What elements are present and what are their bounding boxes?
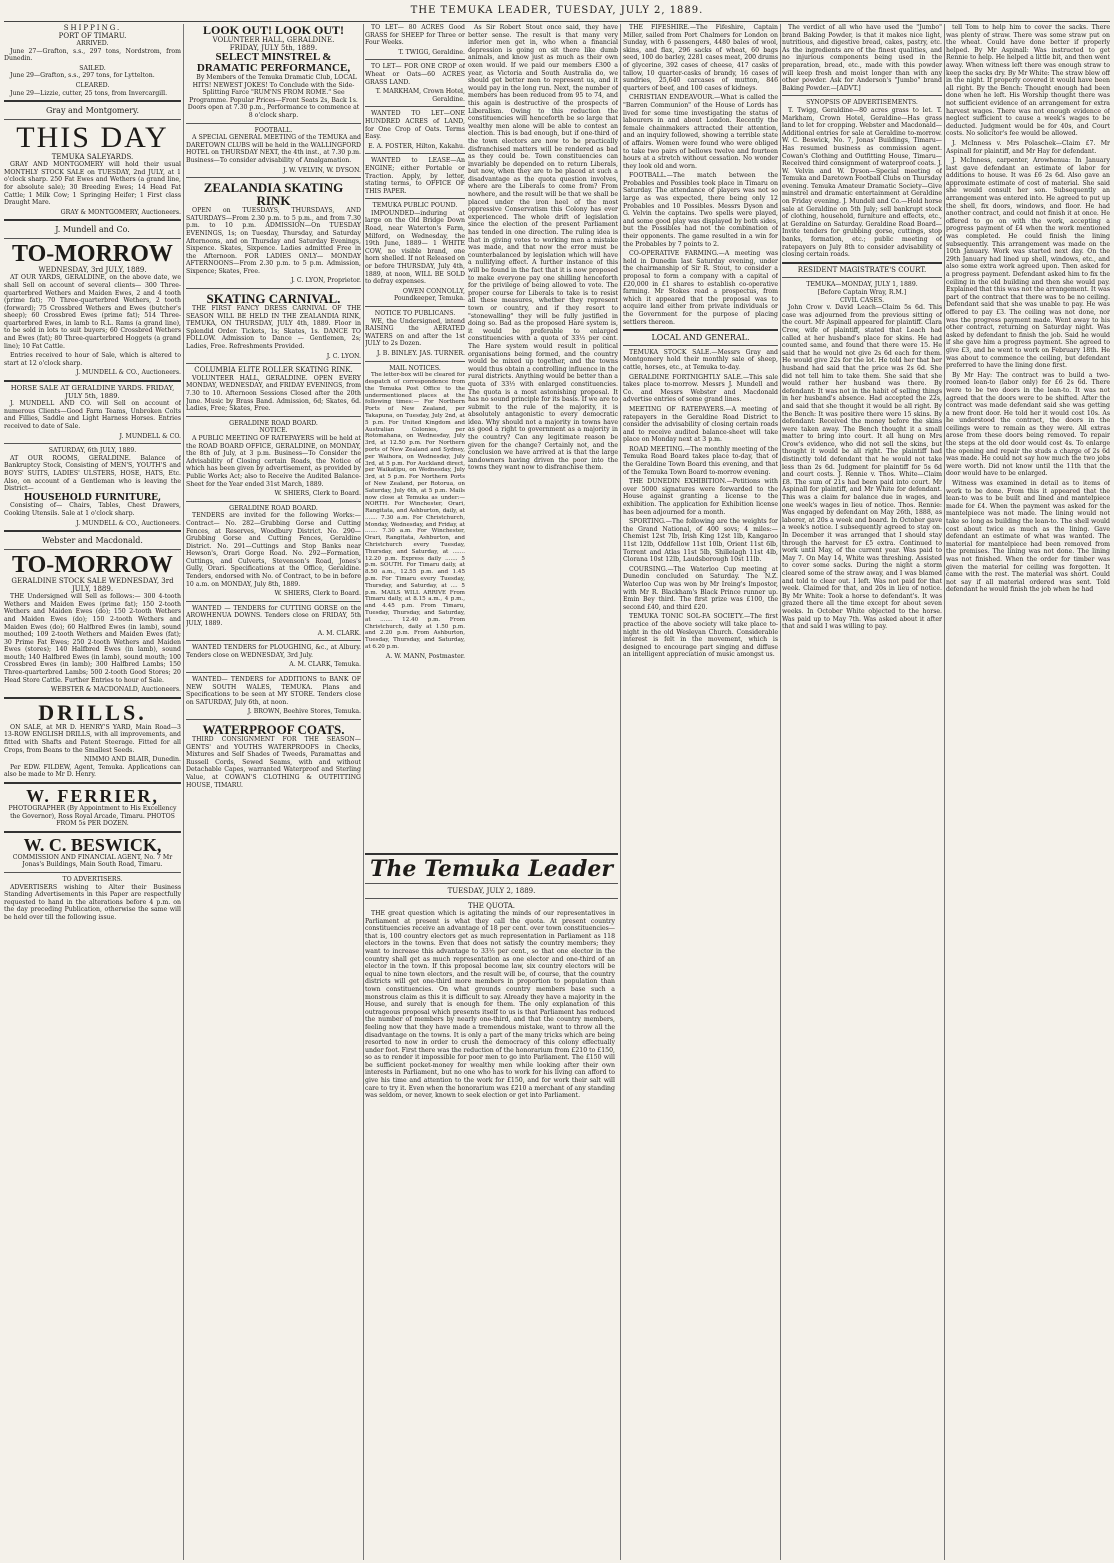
tomorrow-title: TO-MORROW <box>12 552 173 579</box>
divider <box>623 345 778 346</box>
divider <box>4 872 181 873</box>
football-report: FOOTBALL.—The match between the Probables and Possibles took place in Timaru on Saturday. The attendance of players was not so large as was expected, there being only 12 Probables and 10 Possibles. Messrs Dyson and G. Velvin the captains. Two spells were played, and some good play was displayed by both sides, but the Possibles had not the combination of their opponents. The game resulted in a win for the Probables by 7 points to 2. <box>623 172 778 248</box>
jm-signature: J. MUNDELL & CO., Auctioneers. <box>76 369 181 377</box>
wm-signature: WEBSTER & MACDONALD, Auctioneers. <box>50 686 181 694</box>
this-day-title: THIS DAY <box>16 121 169 155</box>
divider <box>186 601 361 602</box>
divider <box>623 329 778 331</box>
column-rule <box>183 24 184 1560</box>
pound-signature: OWEN CONNOLLY, Poundkeeper, Temuka. <box>393 287 465 303</box>
household-heading: HOUSEHOLD FURNITURE, <box>23 492 162 503</box>
notice-heading: NOTICE. <box>259 427 288 435</box>
publicans-signature: J. B. BINLEY. JAS. TURNER. <box>376 349 465 357</box>
columbia-title: COLUMBIA ELITE ROLLER SKATING RINK. <box>194 366 353 375</box>
rink-title: ZEALANDIA SKATING RINK <box>203 180 344 209</box>
horse-sale-signature: J. MUNDELL & CO. <box>119 432 181 440</box>
fifeshire-text: THE FIFESHIRE.—The Fifeshire, Captain Miller, sailed from Port Chalmers for London on Sunday, with 6 passengers, 4480 bales of wool, skins, and flax, 296 sacks of wheat, 60 bags seed, 100 do barley, 2281 cases meat, 200 drums of glycerine, 392 cases of cheese, 417 casks of tallow, 10 quarter-casks of brandy, 16 cases of sundries, 25,640 carcases of mutton, 846 quarters of beef, and 100 cases of kidneys. <box>623 24 778 92</box>
bank-tender-text: WANTED— TENDERS for ADDITIONS to BANK OF NEW SOUTH WALES, TEMUKA. Plans and Specifications to be seen at MY STORE. Tenders close on SATURDAY, July 6th, at noon. <box>186 676 361 706</box>
court-date: TEMUKA—MONDAY, JULY 1, 1889. <box>806 281 918 289</box>
rink-signature: J. C. LYON, Proprietor. <box>290 277 361 285</box>
horse-sale-heading: HORSE SALE AT GERALDINE YARDS. FRIDAY, JULY 5th, 1889. <box>10 384 175 400</box>
divider <box>186 288 361 289</box>
divider <box>186 501 361 502</box>
divider <box>4 119 181 120</box>
arrived-text: June 27—Grafton, s.s., 297 tons, Nordstrom, from Dunedin. <box>4 47 181 63</box>
ad-heading: Webster and Macdonald. <box>42 536 143 546</box>
divider <box>186 672 361 673</box>
top-rule <box>4 21 1110 22</box>
divider <box>186 719 361 720</box>
divider <box>365 198 465 199</box>
gorse-tender-text: WANTED — TENDERS for CUTTING GORSE on the AROWHENUA DOWNS. Tenders close on FRIDAY, 5th JULY, 1889. <box>186 604 361 628</box>
plough-tender-text: WANTED TENDERS for PLOUGHING, &c., at Albury. Tenders close on WEDNESDAY, 3rd July. <box>186 644 361 659</box>
hall-name: VOLUNTEER HALL, GERALDINE. <box>212 36 335 44</box>
divider <box>186 177 361 178</box>
drills-agent: Per EDW. FILDEW, Agent, Temuka. Applications can also be made to Mr D. Henry. <box>4 763 181 779</box>
gorse-signature: A. M. CLARK. <box>317 629 361 637</box>
carnival-text: THE FIRST FANCY DRESS CARNIVAL OF THE SEASON WILL BE HELD IN THE ZEALANDIA RINK, TEMUKA, ON THURSDAY, JULY 4th, 1889. Floor in Splendid Order. Tickets, 1s; Skates, 1s. DANCE TO FOLLOW. Admission to Dance — Gentlemen, 2s; Ladies, Free. Refreshments Provided. <box>186 305 361 351</box>
divider <box>4 549 181 550</box>
drills-signature: NIMMO AND BLAIR, Dunedin. <box>83 756 181 764</box>
court-continued: tell Tom to help him to cover the sacks. There was plenty of straw. There was some straw put on the wheat. Could have done better if properly helped. By Mr Aspinall: Was instructed to get Rennie to help. He helped a little bit, and then went away. When witness left there was enough straw to keep the sacks dry. By Mr White: The straw blew off in the night. If properly covered it would have been all right. By the Bench: Thought enough had been done when he left. His Worship thought there was not sufficient evidence of an arrangement for extra harvest wages. There was not enough evidence of neglect sufficient to cause a week's wages to be deducted. Judgment would be for 40s, and Court costs. No solicitor's fee would be allowed. <box>946 24 1110 138</box>
local-item: ROAD MEETING.—The monthly meeting of the Temuka Road Board takes place to-day, that of the Geraldine Town Board this evening, and that of the Temuka Town Board to-morrow evening. <box>623 445 778 476</box>
divider <box>782 262 942 264</box>
carnival-signature: J. C. LYON. <box>326 352 361 360</box>
divider <box>186 363 361 364</box>
divider <box>365 306 465 307</box>
local-general-heading: LOCAL AND GENERAL. <box>651 333 750 343</box>
saturday-signature: J. MUNDELL & CO., Auctioneers. <box>76 519 181 527</box>
divider <box>4 380 181 382</box>
divider <box>4 219 181 221</box>
local-item: THE DUNEDIN EXHIBITION.—Petitions with over 5000 signatures were forwarded to the House against granting a license to the exhibition. The application for Exhibition license has been adjourned for a month. <box>623 478 778 516</box>
to-let-text: TO LET— FOR ONE CROP of Wheat or Oats—60 ACRES GRASS LAND. <box>365 63 465 86</box>
local-item: GERALDINE FORTNIGHTLY SALE.—This sale takes place to-morrow. Messrs J. Mundell and Co. and Messrs Webster and Macdonald advertise entries of some grand lines. <box>623 373 778 404</box>
divider <box>365 106 465 107</box>
tomorrow-title: TO-MORROW <box>12 241 173 268</box>
engine-text: WANTED to LEASE—An ENGINE; either Portable or Traction. Apply, by letter, stating terms, to OFFICE OF THIS PAPER. <box>365 157 465 195</box>
quota-continued: As Sir Robert Stout once said, they have better sense. The result is that many very inferior men get in, who when a financial depression is going on sit there like dumb animals, and know just as much as their own oxen would. If we paid our members £300 a year, as Victoria and South Australia do, we should get better men to represent us, and it would pay in the long run. Next, the number of members has been reduced from 95 to 74, and this again is destructive of the prospects of Liberalism. Owing to this reduction the constituencies will henceforth be so large that wealthy men alone will be able to contest an election. This is bad enough, but if one-third of the town electors are now to be practically disfranchised matters will be rendered as bad as they could be. Town constituencies can invariably be depended on to return Liberals, but now, when they are to be placed at such a disadvantage as the quota question involves, where are the Liberals to come from? From nowhere, and the result will be that we shall be placed under the iron heel of the most oppressive Conservatism this Colony has ever experienced. The whole drift of legislation since the election of the present Parliament has tended in one direction. The ruling idea is that in giving votes to working men a mistake was made, and that now the error must be counterbalanced by legislation which will have a nullifying effect. A further instance of this will be found in the fact that it is now proposed to make everyone pay one shilling henceforth for the privilege of being allowed to vote. The proper course for Liberals to take is to resist all these measures, whether they represent town or country, and if they resort to "stonewalling" they will be fully justified in doing so. Bad as the proposed Hare system is, it would be preferable to enlarged constituencies with a quota of 33⅓ per cent. The Hare system would result in political organisations being formed, and the country would be mixed up together, and the towns would thus obtain a controlling influence in the rural districts. Anything would be better than a quota of 33⅓ with enlarged constituencies. The quota is a most astonishing proposal. It has no sound principle for its basis. If we are to submit to the rule of the majority, it is absolutely antagonistic to every democratic idea. Why should not a majority in towns have as good a right to government as a majority in the country? Can any legitimate reason be given for the change? Certainly not, and the conclusion we have arrived at is that the large landowners having driven the poor into the towns they want now to disfranchise them. <box>468 24 618 472</box>
saturday-heading: SATURDAY, 6th JULY, 1889. <box>48 447 137 455</box>
jumbo-advert: The verdict of all who have used the "Jumbo" brand Baking Powder, is that it makes nice light, nutritious, and digestive bread, cakes, pastry, etc. As the ingredients are of the finest qualities, and no injurious components being used in the preparation, bread, etc., made with this powder will keep fresh and moist longer than with any other powder. Ask for Anderson's "Jumbo" brand Baking Powder.—[ADVT.] <box>782 24 942 92</box>
wm-ad-text: THE Undersigned will Sell as follows:— 300 4-tooth Wethers and Maiden Ewes (prime fat); 150 2-tooth Wethers and Maiden Ewes (do); 150 2-tooth Wethers and Maiden Ewes (do); 150 2-tooth Wethers and Maiden Ewes (do); 60 Halfbred Ewes (in lamb), sound mouthed; 109 2-tooth Wethers and Maiden Ewes (fat); 30 Prime Fat Ewes; 250 2-tooth Wethers and Maiden Ewes (stores); 140 Halfbred Ewes (in lamb), sound mouth; 140 Halfbred Ewes (in lamb), sound mouth; 100 Crossbred Ewes (in lamb); 300 Halfbred Lambs; 150 Three-quarterbred Lambs; 500 2-tooth Good Stores; 20 Head Store Cattle. Further Entries to hour of Sale. <box>4 593 181 684</box>
court-continued: Witness was examined in detail as to items of work to be done. From this it appeared that the lean-to was to be built and lined and mantelpiece made for £4. When the payment was asked for the mantelpiece was not made. The lining would not take so long as building the lean-to. The shell would cost about twice as much as the lining. Gave defendant an estimate of what was wanted. The material for mantelpiece had been removed from the premises. The lining was not done. The lining was not finished. When the order for timber was given the material for ceiling was forgotten. It came with the rest. The material was short. Could not say if all material ordered was sent. Told defendant he would finish the job when he had <box>946 480 1110 594</box>
divider <box>4 100 181 102</box>
column-rule <box>620 24 621 1560</box>
local-item: COURSING.—The Waterloo Cup meeting at Dunedin concluded on Saturday. The N.Z. Waterloo Cup was won by Mr Ireing's Impostor, with Mr R. Blackham's Black Prince runner up. Emin Bey third. The first prize was £100, the second £40, and third £20. <box>623 565 778 611</box>
local-item: SPORTING.—The following are the weights for the Grand National, of 400 sovs; 4 miles:—Chemist 12st 7lb, Irish King 12st 1lb, Kangaroo 11st 12lb, Oddfellow 11st 10lb, Orient 11st 6lb, Torrent and Atlas 11st 5lb, Shillelagh 11st 4lb, Clorana 10st 12lb, Laudsborough 10st 11lb. <box>623 518 778 564</box>
column-5 <box>782 24 942 1560</box>
to-let-signature: T. MARKHAM, Crown Hotel, Geraldine. <box>375 88 465 103</box>
editorial-block <box>365 850 618 1552</box>
minstrel-title: SELECT MINSTREL & DRAMATIC PERFORMANCE, <box>196 51 351 74</box>
divider <box>4 782 181 784</box>
ferrier-text: PHOTOGRAPHER (By Appointment to His Excellency the Governor), Ross Royal Arcade, Timaru. PHOTOS FROM 5s PER DOZEN. <box>8 805 177 828</box>
column-rule <box>363 24 364 1560</box>
synopsis-heading: SYNOPSIS OF ADVERTISEMENTS. <box>806 99 918 107</box>
sailed-heading: SAILED. <box>79 64 106 72</box>
divider <box>365 883 618 884</box>
gm-signature: GRAY & MONTGOMERY, Auctioneers. <box>60 208 181 216</box>
paper-date: TUESDAY, JULY 2, 1889. <box>447 887 536 895</box>
drills-text: ON SALE, at MR D. HENRY'S YARD, Main Road—3 13-ROW ENGLISH DRILLS, with all improvements, and fitted with Shafts and Patent Steerage. Fitted for all Crops, from Beans to the Smallest Seeds. <box>4 723 181 754</box>
sailed-text: June 29—Grafton, s.s., 297 tons, for Lyttelton. <box>10 72 155 80</box>
column-rule <box>944 24 945 1560</box>
to-let-signature: T. TWIGG, Geraldine. <box>398 48 465 56</box>
shipping-port: PORT OF TIMARU. <box>58 32 127 40</box>
road-board-text: A PUBLIC MEETING OF RATEPAYERS will be held at the ROAD BOARD OFFICE, GERALDINE, on MONDAY, the 8th of July, at 3 p.m. Business—To Consider the Advisability of Closing certain Roads, the Notice of which has been given by advertisement, as provided by Public Works Act; also to Receive the Audited Balance-Sheet for the Year ended 31st March, 1889. <box>186 434 361 488</box>
wanted-let-signature: E. A. FOSTER, Hilton, Kakahu. <box>368 142 465 150</box>
shipping-heading: SHIPPING. <box>63 24 122 32</box>
divider <box>365 59 465 60</box>
column-rule <box>780 24 781 1560</box>
divider <box>4 530 181 532</box>
saturday-text: AT OUR ROOMS, GERALDINE. Balance of Bankruptcy Stock, Consisting of MEN'S, YOUTH'S and BOYS' SUITS, LADIES' ULSTERS, HOSE, HATS, Etc. Also, on account of a Gentleman who is leaving the District— <box>4 454 181 493</box>
publicans-text: WE, the Undersigned, intend RAISING the AERATED WATERS on and after the 1st JULY to 2s Dozen. <box>365 317 465 348</box>
arrived-heading: ARRIVED. <box>76 40 109 47</box>
local-item: MEETING OF RATEPAYERS.—A meeting of ratepayers in the Geraldine Road District to consider the advisability of closing certain roads and to receive audited balance-sheet will take place on Monday next at 3 p.m. <box>623 405 778 444</box>
bank-signature: J. BROWN, Beehive Stores, Temuka. <box>247 708 361 716</box>
pound-text: IMPOUNDED—induring at large on the Old Bridge Down Road, near Waterton's Farm, Milford, on Wednesday, the 19th June, 1889— 1 WHITE COW, no visible brand, one horn shelled. If not Released on or before THURSDAY, July 4th, 1889, at noon, WILL BE SOLD to defray expenses. <box>365 209 465 286</box>
running-head: THE TEMUKA LEADER, TUESDAY, JULY 2, 1889. <box>410 5 704 16</box>
divider <box>186 416 361 417</box>
saturday-text-2: Consisting of— Chairs, Tables, Chest Drawers, Cooking Utensils. Sale at 1 o'clock sharp. <box>4 502 181 517</box>
minstrel-text: By Members of the Temuka Dramatic Club, LOCAL HITS! NEWEST JOKES! To Conclude with the Side-Splitting Farce "RUM'NS FROM ROME." See Programme. Popular Prices—Front Seats 2s, Back 1s. Doors open at 7.30 p.m., Performance to commence at 8 o'clock sharp. <box>187 74 360 119</box>
road-board-heading: GERALDINE ROAD BOARD. <box>229 504 318 512</box>
carnival-title: SKATING CARNIVAL. <box>206 291 341 307</box>
wanted-let-text: WANTED TO LET—ONE HUNDRED ACRES of LAND, for One Crop of Oats. Terms Easy. <box>365 110 465 141</box>
quota-heading: THE QUOTA. <box>467 902 516 910</box>
local-item: TEMUKA STOCK SALE.—Messrs Gray and Montgomery hold their monthly sale of sheep, cattle, horses, etc., at Temuka to-day. <box>623 348 778 371</box>
column-6 <box>946 24 1110 1560</box>
football-text: A SPECIAL GENERAL MEETING of the TEMUKA and DARETOWN CLUBS will be held in the WALLINGFORD HOTEL on THURSDAY NEXT, the 4th inst., at 7.30 p.m. Business—To consider advisability of Amalgamation. <box>186 134 361 164</box>
divider <box>782 95 942 96</box>
to-let-text: TO LET— 80 ACRES Good GRASS for SHEEP for Three or Four Weeks. <box>365 24 465 47</box>
court-continued: J. McInness, carpenter, Arowhenua: In January last gave defendant an estimate of labor for additions to house. It was £6 2s 6d. Also gave an approximate estimate of cost of material. She said she would consult her son. Subsequently an arrangement was entered into. He agreed to put up the shell, fix doors, windows, and floor. He had another contract, and could not finish it at once. He offered to go on with the work, accepting a progress payment of £4 when the work mentioned was completed. He could finish the lining subsequently. This arrangement was made on the 10th January. Work was started next day. On the 29th January had lined up shell, windows, etc., and also some extra work agreed upon. Then asked for a progress payment. Defendant asked him to fix the ceiling in the old building and then she would pay. Explained that this was not the arrangement. It was part of the contract that there was to be no ceiling. Defendant said that she was unable to pay. He was offered to pay £3. The ceiling was not done, nor was the progress payment made. Went away to his other contract, returning on Saturday night. Was asked by defendant to finish the job. Said he would if she gave him a progress payment. She agreed to give £3, and he went to work on February 18th. He was about to commence the ceiling, but defendant preferred to have the lining done first. <box>946 157 1110 370</box>
court-text: John Crow v. David Leach—Claim 5s 6d. This case was adjourned from the previous sitting of the court. Mr Aspinall appeared for plaintiff. Clara Crow, wife of plaintiff, stated that Leach had called at her husband's place for skins. He had counted same, and found that there were 15. He said that he would not give 2s 6d each for them. He would give 22s for the lot. He told her that her husband had said that the price was 2s 6d. She did not tell him to take them. She said that she would rather her husband was there. By defendant: It was not in the habit of selling things in her husband's absence. Had accepted the 22s, and said that she thought it would be all right. By the Bench: It was positive there were 15 skins. By defendant: Received the money before the skins were taken away. The Bench thought it a small matter to bring into court. It all hung on Mrs Crow's evidence, who did not sell the skins, but thought it would be all right. The plaintiff had distinctly told defendant that he would not take less than 2s 6d. Judgment for plaintiff for 5s 6d and court costs. J. Rennie v. Thos. White—Claim £8. The sum of 21s had been paid into court. Mr Aspinall for plaintiff, and Mr White for defendant. This was a claim for balance due in wages, and one week's wages in lieu of notice. Thos. Rennie: Was engaged by defendant on May 26th, 1888, as laborer, at 20s a week and board. In October gave a week's notice. I subsequently agreed to stay on. In December it was arranged that I should stay through the harvest for £5 extra. Continued to work until May, of the current year. Was paid to May 7. On May 14, White was threshing. Assisted to cover some sacks. During the night a storm cleared some of the straw away, and I was blamed and told to clear out. I left. Was not paid for that week. Claimed for that, and 20s in lieu of notice. By Mr White: Took a horse to defendant's. It was grazed there all the time except for about seven weeks. In October White objected to the horse. Was paid up to May 7th. Was asked about it after that and said I was willing to pay. <box>782 304 942 631</box>
tenders-signature: W. SHIERS, Clerk to Board. <box>274 590 361 598</box>
ferrier-title: W. FERRIER, <box>26 786 159 806</box>
drills-title: DRILLS. <box>38 699 147 725</box>
court-continued: J. McInness v. Mrs Polaschek—Claim £7. Mr Aspinall for plaintiff, and Mr Hay for defendant. <box>946 139 1110 155</box>
columbia-text: VOLUNTEER HALL, GERALDINE. OPEN EVERY MONDAY, WEDNESDAY, and FRIDAY EVENINGS, from 7.30 to 10. Afternoon Sessions Closed after the 20th June. Music by Brass Band. Admission, 6d; Skates, 6d. Ladies, Free; Skates, Free. <box>186 374 361 413</box>
coats-text: THIRD CONSIGNMENT FOR THE SEASON—GENTS' and YOUTHS WATERPROOFS in Checks, Mixtures and Self Shades of Tweeds, Paramattas and Russell Cords, Sewed Seams, with and without Detachable Capes, warranted Waterproof and Sterling Value, at COWAN'S CLOTHING & OUTFITTING HOUSE, TIMARU. <box>186 735 361 789</box>
lookout-title: LOOK OUT! LOOK OUT! <box>202 24 344 37</box>
football-heading: FOOTBALL. <box>254 126 293 134</box>
divider <box>365 853 618 855</box>
beswick-text: COMMISSION AND FINANCIAL AGENT, No. 7 Mr Jonas's Buildings, Main South Road, Timaru. <box>12 853 173 869</box>
jm-ad-text-2: Entries received to hour of Sale, which is altered to start at 12 o'clock sharp. <box>4 352 181 367</box>
plough-signature: A. M. CLARK, Temuka. <box>289 661 361 669</box>
mail-heading: MAIL NOTICES. <box>389 364 441 372</box>
divider <box>365 153 465 154</box>
ad-heading: J. Mundell and Co. <box>55 225 130 235</box>
cleared-heading: CLEARED. <box>75 81 110 89</box>
tenders-text: TENDERS are invited for the following Works:— Contract— No. 282—Grubbing Gorse and Cutting Fences, at Reserves, Woodbury District. No. 290—Grubbing Gorse and Cutting Fences, Geraldine District. No. 291—Cuttings and Stop Banks near Hewson's, Orari Gorge Road. No. 292—Formation, Cuttings, and Culverts, Stevenson's Road, Jones's Gully, Orari. Specifications at the Office, Geraldine. Tenders, endorsed with No. of Contract, to be in before 10 a.m. on MONDAY, July 8th, 1889. <box>186 512 361 588</box>
publicans-heading: NOTICE TO PUBLICANS. <box>374 310 456 317</box>
synopsis-text: T. Twigg, Geraldine—80 acres grass to let. T. Markham, Crown Hotel, Geraldine—Has grass land to let for cropping. Webster and Macdonald—Additional entries for sale at Geraldine to-morrow. W. C. Beswick, No. 7, Jonas' Buildings, Timaru—Has resumed business as commission agent. Cowan's Clothing and Outfitting House, Timaru—Received third consignment of waterproof coats. J. W. Velvin and W. Dyson—Special meeting of Temuka and Daretown Football Clubs on Thursday evening. Temuka Amateur Dramatic Society—Give minstrel and dramatic entertainment at Geraldine on Friday evening. J. Mundell and Co.—Hold horse sale at Geraldine on 5th July; sell bankrupt stock of clothing, household, furniture and effects, etc., at Geraldine on Saturday. Geraldine Road Board—Invite tenders for grubbing gorse, cuttings, stop banks, formation, etc.; public meeting of ratepayers on July 8th to consider advisability of closing certain roads. <box>782 106 942 259</box>
court-continued: By Mr Hay: The contract was to build a two-roomed lean-to (labor only) for £6 2s 6d. There were to be two doors in the lean-to. It was not agreed that the doors were to be shifted. After the contract was made defendant said she was getting a new front door. He told her it would cost 10s. As he understood the contract, the doors in the ceilings were to remain as they were. All extras arose from these doors being removed. To repair the steps at the old door would cost 4s. To enlarge the opening and repair the studs a charge of 2s 6d was made. He could not say how much the two jobs were worth. Did not know until the 11th that the door would have to be enlarged. <box>946 371 1110 478</box>
paper-title: The Temuka Leader <box>370 856 613 882</box>
divider <box>365 361 465 362</box>
pound-heading: TEMUKA PUBLIC POUND. <box>372 202 458 210</box>
saleyards-label: TEMUKA SALEYARDS. <box>51 153 134 162</box>
mail-text: The letter-box will be cleared for despatch of correspondence from the Temuka Post Office to the undermentioned places at the following times:— For Northern Ports of New Zealand, per Takapuna, on Tuesday, July 2nd, at 5 p.m. For United Kingdom and Australian Colonies, per Rotomahana, on Wednesday, July 3rd, at 12.50 p.m. For Northern ports of New Zealand and Sydney, per Waihora, on Wednesday, July 3rd, at 5 p.m. For Auckland direct, per Waikatipu, on Wednesday, July 3rd, at 5 p.m. For Northern Ports of New Zealand, per Rotorua, on Saturday, July 6th, at 5 p.m. Mails now close at Temuka as under:— NORTH. For Winchester, Orari, Rangitata, and Ashburton, daily, at ....... 7.30 a.m. For Christchurch, Monday, Wednesday, and Friday, at ....... 7.30 a.m. For Winchester, Orari, Rangitata, Ashburton, and Christchurch every Tuesday, Thursday, and Saturday, at ....... 12.20 p.m. Express daily ....... 5 p.m. SOUTH. For Timaru daily, at 8.50 a.m., 12.55 p.m. and 1.45 p.m. For Timaru every Tuesday, Thursday, and Saturday, at .... 5 p.m. MAILS WILL ARRIVE From Timaru daily, at 8.15 a.m., 4 p.m., and 4.45 p.m. From Timaru, Tuesday, Thursday, and Saturday, at ....... 12.40 p.m. From Christchurch, daily at 1.50 p.m. and 2.20 p.m. From Ashburton, Tuesday, Thursday, and Saturday, at 6.20 p.m. <box>365 372 465 651</box>
column-2 <box>186 24 361 1560</box>
column-1 <box>4 24 181 1560</box>
coats-title: WATERPROOF COATS. <box>202 721 345 737</box>
rink-text: OPEN on TUESDAYS, THURSDAYS, AND SATURDAYS—From 2.30 p.m. to 5 p.m., and from 7.30 p.m. to 10 p.m. ADMISSION—On TUESDAY EVENINGS, 1s; on Tuesday, Thursday, and Saturday Afternoons, and on Thursday and Saturday Evenings, Sixpence. Skates, Sixpence. Ladies admitted Free in the Afternoon. FOR LADIES ONLY— MONDAY AFTERNOONS—From 2.30 p.m. to 5 p.m. Admission, Sixpence; Skates, Free. <box>186 207 361 275</box>
divider <box>4 443 181 444</box>
christian-text: CHRISTIAN ENDEAVOUR.—What is called the "Barren Communion" of the House of Lords has lived for some time investigating the status of labourers in and about London. Recently the female chainmakers attracted their attention, and an inquiry followed, showing a terrible state of affairs. Women were found who were obliged to take two pairs of bellows twelve and fourteen hours at a stretch without cessation. No wonder they look old and worn. <box>623 94 778 170</box>
jm-ad-text: AT OUR YARDS, GERALDINE, on the above date, we shall Sell on account of several clients— 300 Three-quarterbred Wethers and Maiden Ewes, 2 and 4 tooth (prime fat); 70 Three-quarterbred Wethers, 2 tooth (forward); 75 Crossbred Wethers and Ewes (butcher's sheep); 60 Crossbred Ewes (prime fat); 514 Three-quarterbred Ewes, in lamb to R.L. Rams (a grand line), to be sold in lots to suit buyers; 60 Crossbred Wethers and Ewes (fat); 80 Three-quarterbred Hoggets (a grand line); 10 Fat Cattle. <box>4 274 181 350</box>
court-heading: RESIDENT MAGISTRATE'S COURT. <box>797 265 927 274</box>
local-item: TEMUKA TONIC SOL-FA SOCIETY.—The first practice of the above society will take place to-night in the old Wesleyan Church. Considerable interest is felt in the movement, which is designed to encourage part singing and diffuse an intelligent appreciation of music amongst us. <box>623 613 778 659</box>
mail-signature: A. W. MANN, Postmaster. <box>385 652 465 660</box>
divider <box>4 831 181 833</box>
road-board-heading: GERALDINE ROAD BOARD. <box>229 419 318 427</box>
ad-heading: Gray and Montgomery. <box>45 106 140 116</box>
gm-ad-text: GRAY AND MONTGOMERY will hold their usual MONTHLY STOCK SALE on TUESDAY, 2nd JULY, at 1 o'clock sharp. 250 Fat Ewes and Wethers (a grand line, for absolute sale); 30 Breeding Ewes; 14 Head Fat Cattle; 1 Milk Cow; 1 Springing Heifer; 1 First class Draught Mare. <box>4 161 181 207</box>
event-date: FRIDAY, JULY 5th, 1889. <box>229 44 318 52</box>
divider <box>186 123 361 124</box>
divider <box>782 277 942 278</box>
sale-date: GERALDINE STOCK SALE WEDNESDAY, 3rd JULY, 1889. <box>11 577 174 594</box>
divider <box>365 898 618 899</box>
sale-date: WEDNESDAY, 3rd JULY, 1889. <box>38 266 147 275</box>
cleared-text: June 29—Lizzie, cutter, 25 tons, from Invercargill. <box>10 89 168 97</box>
divider <box>4 697 181 699</box>
divider <box>4 238 181 239</box>
advertisers-heading: TO ADVERTISERS. <box>62 875 123 883</box>
road-board-signature: W. SHIERS, Clerk to Board. <box>274 490 361 498</box>
civil-cases-heading: CIVIL CASES. <box>839 296 885 304</box>
column-4 <box>623 24 778 1560</box>
farming-text: CO-OPERATIVE FARMING.—A meeting was held in Dunedin last Saturday evening, under the chairmanship of Sir R. Stout, to consider a proposal to form a company with a capital of £20,000 in £1 shares to establish co-operative farming. Mr Stokes read a prospectus, from which it appeared that the proposal was to acquire land either from private individuals or the Government for the purpose of placing settlers thereon. <box>623 250 778 326</box>
horse-sale-text: J. MUNDELL AND CO. will Sell on account of numerous Clients—Good Farm Teams, Unbroken Colts and Fillies, Saddle and Light Harness Horses. Entries received to date of Sale. <box>4 400 181 430</box>
court-before: [Before Captain Wray, R.M.] <box>817 289 907 296</box>
divider <box>186 640 361 641</box>
advertisers-text: ADVERTISERS wishing to Alter their Business Standing Advertisements in this Paper are respectfully requested to hand in the alterations before 4 p.m. on the day preceding Publication, otherwise the same will be held over till the following issue. <box>4 883 181 921</box>
football-signature: J. W. VELVIN, W. DYSON. <box>283 166 361 174</box>
quota-text: THE great question which is agitating the minds of our representatives in Parliament at present is what they call the quota. At present country constituencies receive an advantage of 18 per cent. over town constituencies—that is, 100 country electors get as much representation in Parliament as 118 electors in the towns. Even that does not satisfy the country members; they want to increase this advantage to 33⅓ per cent., so that one elector in the country shall get as much representation as one elector and one-third of an elector in the town. If this proposal become law, six country electors will be equal to nine town electors, and the result will be, of course, that the country districts will get one-third more members in proportion to population than town constituencies. On what grounds country members base such a monstrous claim as this it is difficult to say. Already they have a majority in the House, and surely that is enough for them. The only explanation of this outrageous proposal which presents itself to us is that Parliament has reduced the number of members by nearly one-third, and that the country members, feeling now that they have made a tremendous mistake, want to throw all the disadvantage on the towns. It is only a part of the many tricks which are being resorted to now in order to crush the democracy of this colony effectually under foot. First there was the reduction of the honorarium from £210 to £150, so as to render it impossible for poor men to go into Parliament. The £150 will be sufficient pocket-money for wealthy men while looking after their own interests in Parliament, but no one who has to work for his living can afford to give his time and attention to the work for £150, and for work their salt will care to try it. Even when the honorarium was £210 a merchant of any standing was seldom, or never, known to seek election or get into Parliament. <box>365 910 615 1100</box>
beswick-title: W. C. BESWICK, <box>23 834 162 855</box>
